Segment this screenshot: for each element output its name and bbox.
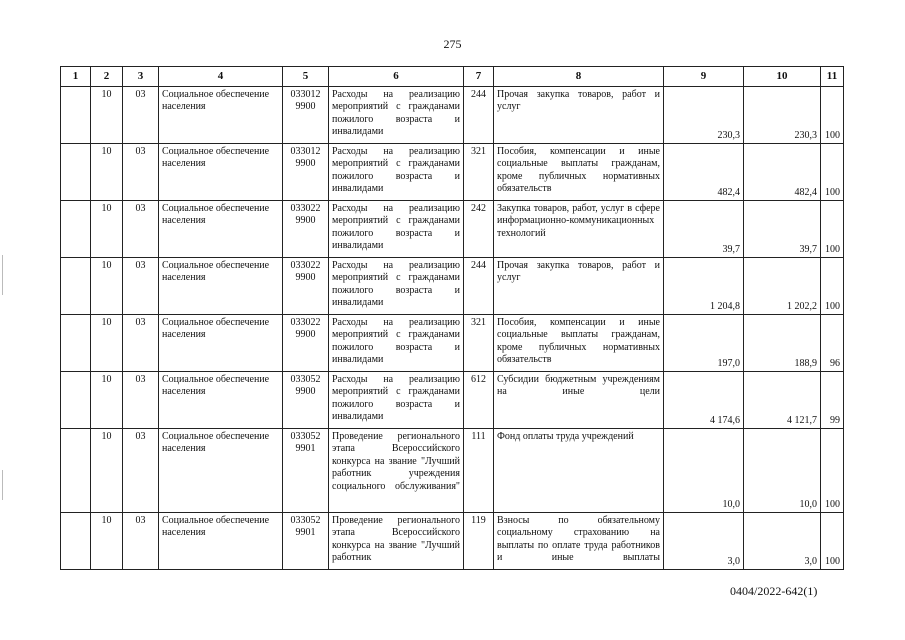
cell-expense-name: Фонд оплаты труда учреждений	[494, 429, 664, 513]
cell-blank	[61, 429, 91, 513]
cell-section-name: Социальное обеспечение населения	[159, 372, 283, 429]
cell-subsection: 03	[123, 87, 159, 144]
cell-expense-name	[494, 513, 664, 570]
cell-target-name: Проведение регионального этапа Всероссийского конкурса на звание "Лучший работник	[329, 513, 464, 570]
cell-section-name: Социальное обеспечение населения	[159, 144, 283, 201]
col-header-1: 1	[61, 67, 91, 87]
cell-planned: 10,0	[664, 429, 744, 513]
cell-blank	[61, 258, 91, 315]
cell-expense-type: 321	[464, 144, 494, 201]
cell-subsection: 03	[123, 513, 159, 570]
cell-executed: 3,0	[744, 513, 821, 570]
cell-section-name: Социальное обеспечение населения	[159, 315, 283, 372]
cell-section-name: Социальное обеспечение населения	[159, 429, 283, 513]
cell-section-name: Социальное обеспечение населения	[159, 258, 283, 315]
cell-planned: 482,4	[664, 144, 744, 201]
cell-target-code: 033052 9901	[283, 513, 329, 570]
table-row	[61, 513, 844, 570]
table-row	[61, 144, 844, 201]
cell-executed: 39,7	[744, 201, 821, 258]
cell-subsection: 03	[123, 315, 159, 372]
cell-percent: 100	[821, 258, 844, 315]
cell-subsection: 03	[123, 372, 159, 429]
cell-executed: 188,9	[744, 315, 821, 372]
budget-table	[60, 66, 844, 570]
cell-expense-name: Субсидии бюджетным учреждениям на иные цели	[494, 372, 664, 429]
cell-expense-type: 244	[464, 258, 494, 315]
cell-planned: 230,3	[664, 87, 744, 144]
cell-blank	[61, 201, 91, 258]
table-row	[61, 429, 844, 513]
cell-planned: 197,0	[664, 315, 744, 372]
cell-subsection: 03	[123, 201, 159, 258]
cell-expense-name: Закупка товаров, работ, услуг в сфере информационно-коммуникационных технологий	[494, 201, 664, 258]
cell-expense-name: Прочая закупка товаров, работ и услуг	[494, 87, 664, 144]
cell-target-name: Расходы на реализацию мероприятий с гражданами пожилого возраста и инвалидами	[329, 87, 464, 144]
cell-expense-type: 111	[464, 429, 494, 513]
page-number: 275	[443, 37, 462, 51]
cell-planned: 39,7	[664, 201, 744, 258]
cell-target-name: Расходы на реализацию мероприятий с гражданами пожилого возраста и инвалидами	[329, 315, 464, 372]
cell-blank	[61, 513, 91, 570]
cell-section: 10	[91, 429, 123, 513]
cell-percent: 100	[821, 144, 844, 201]
cell-executed: 482,4	[744, 144, 821, 201]
cell-target-name: Расходы на реализацию мероприятий с гражданами пожилого возраста и инвалидами	[329, 372, 464, 429]
cell-subsection: 03	[123, 258, 159, 315]
cell-target-code: 033022 9900	[283, 201, 329, 258]
cell-target-code: 033052 9900	[283, 372, 329, 429]
col-header-5: 5	[283, 67, 329, 87]
cell-section: 10	[91, 201, 123, 258]
cell-percent: 99	[821, 372, 844, 429]
cell-target-code: 033022 9900	[283, 315, 329, 372]
cell-target-code: 033012 9900	[283, 87, 329, 144]
document-code: 0404/2022-642(1)	[730, 584, 818, 598]
cell-planned: 4 174,6	[664, 372, 744, 429]
col-header-2: 2	[91, 67, 123, 87]
cell-expense-name: Прочая закупка товаров, работ и услуг	[494, 258, 664, 315]
cell-subsection: 03	[123, 429, 159, 513]
cell-target-code: 033052 9901	[283, 429, 329, 513]
cell-expense-type: 321	[464, 315, 494, 372]
cell-expense-type: 119	[464, 513, 494, 570]
cell-executed: 10,0	[744, 429, 821, 513]
cell-executed: 230,3	[744, 87, 821, 144]
cell-section-name: Социальное обеспечение населения	[159, 87, 283, 144]
cell-blank	[61, 315, 91, 372]
cell-expense-type: 612	[464, 372, 494, 429]
cell-percent: 96	[821, 315, 844, 372]
cell-blank	[61, 144, 91, 201]
cell-target-name: Расходы на реализацию мероприятий с гражданами пожилого возраста и инвалидами	[329, 201, 464, 258]
cell-percent: 100	[821, 429, 844, 513]
col-header-9: 9	[664, 67, 744, 87]
cell-percent: 100	[821, 87, 844, 144]
cell-executed: 4 121,7	[744, 372, 821, 429]
cell-target-name: Расходы на реализацию мероприятий с гражданами пожилого возраста и инвалидами	[329, 144, 464, 201]
table-row	[61, 258, 844, 315]
cell-target-code: 033012 9900	[283, 144, 329, 201]
table-row	[61, 201, 844, 258]
cell-section: 10	[91, 315, 123, 372]
cell-blank	[61, 372, 91, 429]
table-row	[61, 315, 844, 372]
col-header-3: 3	[123, 67, 159, 87]
cell-section-name: Социальное обеспечение населения	[159, 513, 283, 570]
cell-expense-name: Пособия, компенсации и иные социальные выплаты гражданам, кроме публичных нормативных обязательств	[494, 315, 664, 372]
cell-expense-name: Пособия, компенсации и иные социальные выплаты гражданам, кроме публичных нормативных обязательств	[494, 144, 664, 201]
header-row	[61, 67, 844, 87]
col-header-10: 10	[744, 67, 821, 87]
cell-executed: 1 202,2	[744, 258, 821, 315]
cell-percent: 100	[821, 513, 844, 570]
col-header-6: 6	[329, 67, 464, 87]
expense-name-text: Взносы по обязательному социальному страхованию на выплаты по оплате труда работников и иные выплаты	[497, 515, 660, 562]
cell-section-name: Социальное обеспечение населения	[159, 201, 283, 258]
cell-planned: 1 204,8	[664, 258, 744, 315]
scan-edge-mark	[2, 470, 3, 500]
cell-section: 10	[91, 144, 123, 201]
cell-section: 10	[91, 258, 123, 315]
cell-expense-type: 242	[464, 201, 494, 258]
cell-target-code: 033022 9900	[283, 258, 329, 315]
col-header-4: 4	[159, 67, 283, 87]
cell-target-name: Расходы на реализацию мероприятий с гражданами пожилого возраста и инвалидами	[329, 258, 464, 315]
table-row	[61, 87, 844, 144]
cell-target-name: Проведение регионального этапа Всероссийского конкурса на звание "Лучший работник учреждения социального обслуживания"	[329, 429, 464, 513]
table-row	[61, 372, 844, 429]
scan-edge-mark	[2, 255, 3, 295]
col-header-7: 7	[464, 67, 494, 87]
cell-expense-type: 244	[464, 87, 494, 144]
cell-planned: 3,0	[664, 513, 744, 570]
cell-section: 10	[91, 87, 123, 144]
col-header-11: 11	[821, 67, 844, 87]
cell-section: 10	[91, 513, 123, 570]
cell-percent: 100	[821, 201, 844, 258]
cell-section: 10	[91, 372, 123, 429]
cell-blank	[61, 87, 91, 144]
cell-subsection: 03	[123, 144, 159, 201]
col-header-8: 8	[494, 67, 664, 87]
